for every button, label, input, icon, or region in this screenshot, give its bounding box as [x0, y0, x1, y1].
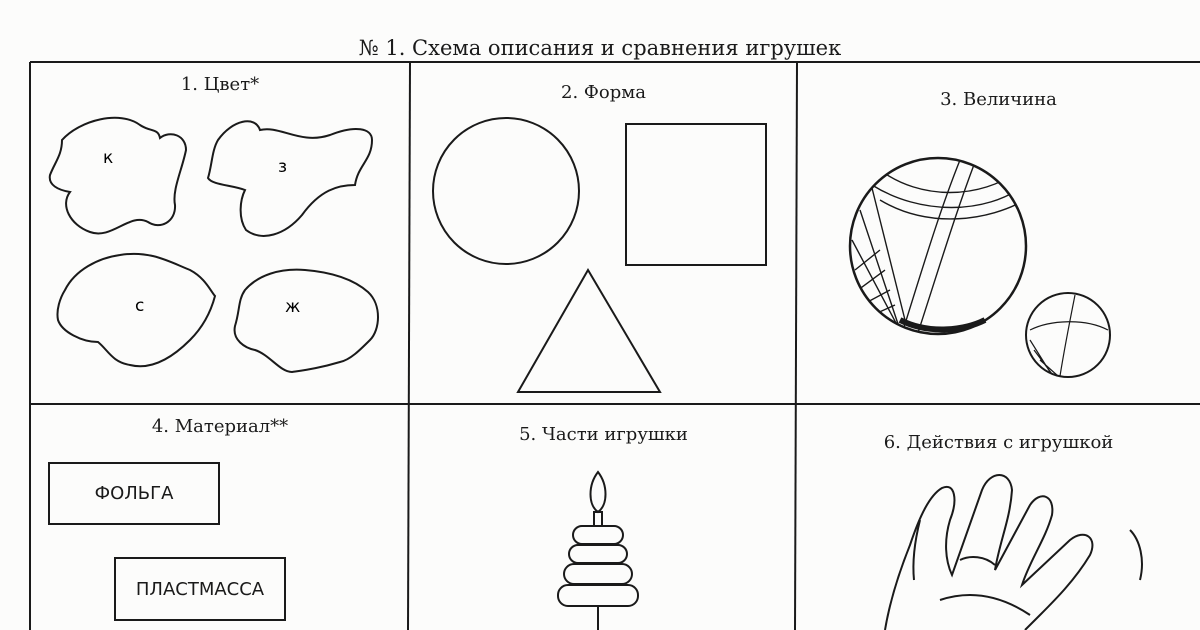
cell-size-title: 3. Величина [940, 89, 1057, 110]
cell-color-title: 1. Цвет* [180, 74, 260, 95]
cell-material-title: 4. Материал** [151, 416, 289, 437]
blob-label-k: к [103, 148, 114, 168]
blob-label-z: з [278, 157, 288, 177]
cell-parts-title: 5. Части игрушки [519, 424, 688, 445]
blob-label-s: с [135, 296, 145, 316]
material-plastic-box: ПЛАСТМАССА [114, 557, 286, 621]
cell-actions-title: 6. Действия с игрушкой [883, 432, 1114, 453]
blob-label-zh: ж [285, 297, 301, 317]
material-foil-box: ФОЛЬГА [48, 462, 220, 525]
worksheet-title: № 1. Схема описания и сравнения игрушек [358, 36, 842, 60]
cell-shape-title: 2. Форма [561, 82, 646, 103]
